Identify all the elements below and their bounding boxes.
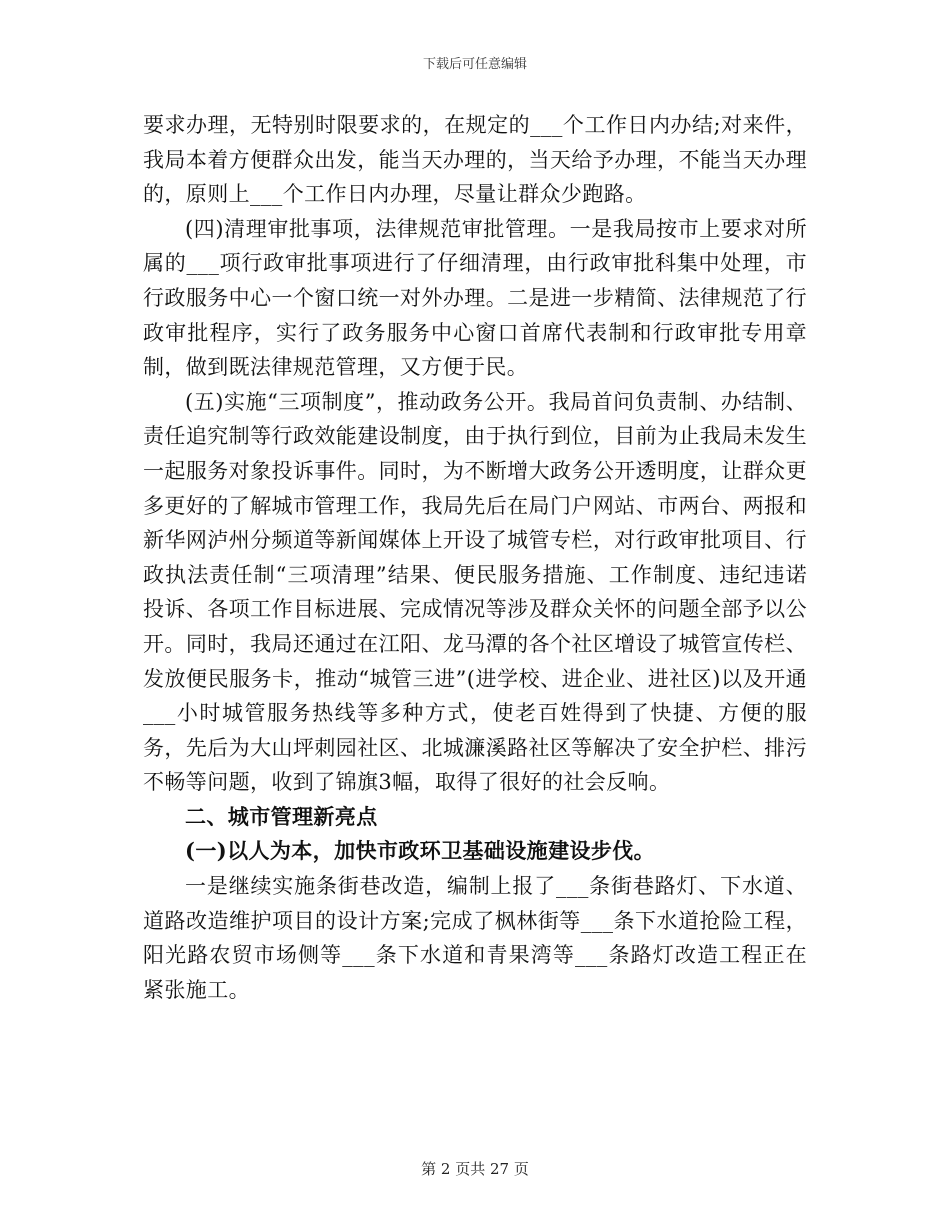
subsection-heading: (一)以人为本，加快市政环卫基础设施建设步伐。	[185, 838, 656, 864]
section-heading: 二、城市管理新亮点	[185, 803, 378, 829]
page-header: 下载后可任意编辑	[422, 57, 527, 72]
document-body	[143, 108, 807, 1007]
paragraph-1: 要求办理，无特别时限要求的，在规定的___个工作日内办结;对来件，我局本着方便群众出发，能当天办理的，当天给予办理，不能当天办理的，原则上___个工作日内办理，尽量让群众少跑路。	[143, 113, 807, 207]
page-number: 第 2 页共 27 页	[421, 1160, 529, 1178]
paragraph-3: (五)实施“三项制度”，推动政务公开。我局首问负责制、办结制、责任追究制等行政效能建设制度，由于执行到位，目前为止我局未发生一起服务对象投诉事件。同时，为不断增大政务公开透明度，让群众更多更好的了解城市管理工作，我局先后在局门户网站、市两台、两报和新华网泸州分频道等新闻媒体上开设了城管专栏，对行政审批项目、行政执法责任制“三项清理”结果、便民服务措施、工作制度、违纪违诺投诉、各项工作目标进展、完成情况等涉及群众关怀的问题全部予以公开。同时，我局还通过在江阳、龙马潭的各个社区增设了城管宣传栏、发放便民服务卡，推动“城管三进”(进学校、进企业、进社区)以及开通___小时城管服务热线等多种方式，使老百姓得到了快捷、方便的服务，先后为大山坪刺园社区、北城濂溪路社区等解决了安全护栏、排污不畅等问题，收到了锦旗3幅，取得了很好的社会反响。	[143, 389, 807, 795]
paragraph-4: 一是继续实施条街巷改造，编制上报了___条街巷路灯、下水道、道路改造维护项目的设计方案;完成了枫林街等___条下水道抢险工程，阳光路农贸市场侧等___条下水道和青果湾等___条路灯改造工程正在紧张施工。	[143, 874, 807, 1002]
paragraph-2: (四)清理审批事项，法律规范审批管理。一是我局按市上要求对所属的___项行政审批事项进行了仔细清理，由行政审批科集中处理，市行政服务中心一个窗口统一对外办理。二是进一步精简、法律规范了行政审批程序，实行了政务服务中心窗口首席代表制和行政审批专用章制，做到既法律规范管理，又方便于民。	[143, 216, 807, 380]
